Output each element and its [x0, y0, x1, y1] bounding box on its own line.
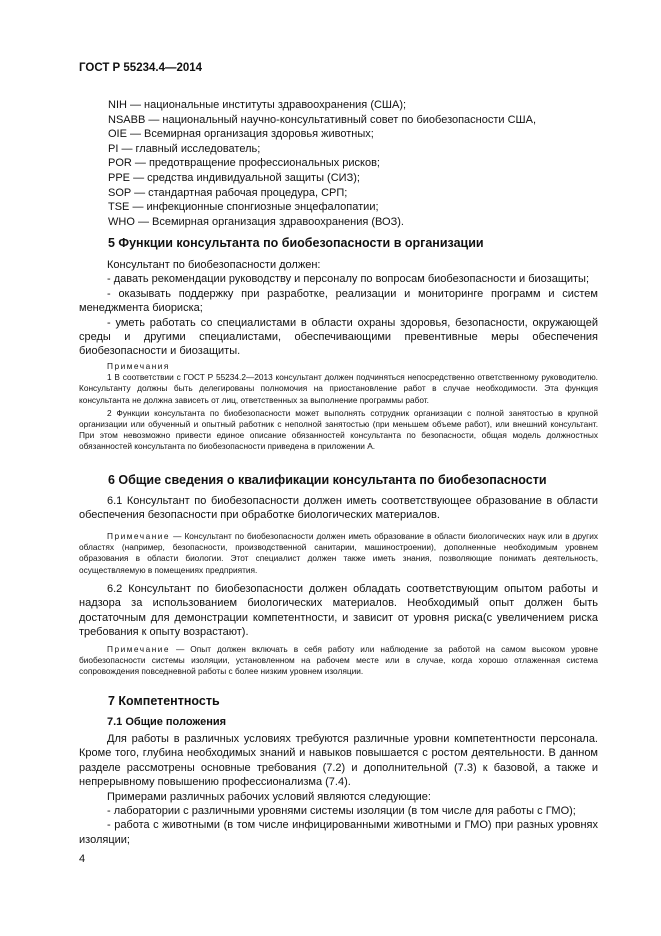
- paragraph: Для работы в различных условиях требуются различные уровни компетентности персонала. Кроме того, глубина необходимых знаний и навыков повышается с ростом деятельности. В данном разделе рассмотрены основные требования (7.2) и дополнительной (7.3) к базовой, а также и непрерывному повышению профессионализма (7.4).: [79, 733, 598, 789]
- section-6-heading: 6 Общие сведения о квалификации консультанта по биобезопасности: [108, 473, 547, 487]
- note-label: Примечание: [107, 644, 171, 654]
- section-7-1: [79, 716, 598, 728]
- document-header: ГОСТ Р 55234.4—2014: [79, 62, 203, 74]
- abbreviation-item: POR — предотвращение профессиональных рисков;: [108, 157, 380, 170]
- list-item: - работа с животными (в том числе инфицированными животными и ГМО) при разных уровнях изоляции;: [79, 819, 598, 846]
- abbreviation-list: [79, 98, 598, 229]
- note: 2 Функции консультанта по биобезопасности может выполнять сотрудник организации с полной занятостью в крупной организации или обученный и опытный работник с неполной занятостью (при меньшем объеме работ), или внешний консультант. При этом невозможно привести единое описание обязанностей консультанта по безопасности, общая модель должностных обязанностей консультанта по биобезопасности приведена в приложении А.: [79, 407, 598, 452]
- abbreviation-item: PI — главный исследователь;: [108, 142, 261, 155]
- note: 1 В соответствии с ГОСТ Р 55234.2—2013 консультант должен подчиняться непосредственно ответственному руководителю. Консультанту должны быть делегированы полномочия на приостановление работ в случае необходимости. Эта функция консультанта не должна зависеть от лиц, ответственных за выполнение программы работ.: [79, 372, 598, 405]
- abbreviation-item: NSABB — национальный научно-консультативный совет по биобезопасности США,: [108, 113, 537, 126]
- section-7-body: [79, 732, 598, 847]
- section-5-notes: [79, 361, 598, 453]
- list-item: - давать рекомендации руководству и персоналу по вопросам биобезопасности и биозащиты;: [107, 273, 590, 286]
- section-5-body: [79, 258, 598, 359]
- section-6-body: [79, 494, 598, 523]
- abbreviation-item: TSE — инфекционные спонгиозные энцефалопатии;: [108, 201, 379, 214]
- section-6: [79, 473, 598, 487]
- paragraph: 6.1 Консультант по биобезопасности должен иметь соответствующее образование в области обеспечения безопасности при обработке биологических материалов.: [79, 495, 598, 522]
- section-7-heading: 7 Компетентность: [108, 694, 220, 708]
- section-6-note-1: [79, 531, 598, 576]
- abbreviation-item: OIE — Всемирная организация здоровья животных;: [108, 128, 374, 141]
- paragraph: Консультант по биобезопасности должен:: [107, 259, 321, 271]
- note-text: — Консультант по биобезопасности должен иметь образование в области биологических наук или в других областях (например, безопасности, производственной санитарии, машиностроении), дополненные необходимым уровнем образования в области биологии. Этот специалист должен также иметь знания, позволяющие понимать деятельность, осуществляемую в помещениях предприятия.: [79, 531, 598, 575]
- notes-label: Примечания: [107, 361, 170, 371]
- section-5: [79, 236, 598, 250]
- page-number: 4: [79, 853, 86, 865]
- note-text: — Опыт должен включать в себя работу или наблюдение за работой на самом высоком уровне биобезопасности системы изоляции, установленном на рабочем месте или в случае, когда хорошо отлаженная система сопровождения повседневной работы с более низким уровнем изоляции.: [79, 644, 598, 677]
- list-item: - уметь работать со специалистами в области охраны здоровья, безопасности, окружающей среды и другими специалистами, обеспечивающими превентивные меры обеспечения биобезопасности и биозащиты.: [79, 316, 598, 358]
- subsection-heading: 7.1 Общие положения: [107, 716, 227, 728]
- abbreviation-item: NIH — национальные институты здравоохранения (США);: [108, 99, 407, 111]
- list-item: - оказывать поддержку при разработке, реализации и мониторинге программ и систем менеджмента биориска;: [79, 287, 598, 315]
- abbreviation-item: WHO — Всемирная организация здравоохранения (ВОЗ).: [108, 215, 404, 228]
- section-6-body-2: [79, 582, 598, 640]
- paragraph: 6.2 Консультант по биобезопасности должен обладать соответствующим опытом работы и надзора за использованием биологических материалов. Необходимый опыт должен быть достаточным для демонстрации компетентности, и зависит от уровня риска(с увеличением риска требования к опыту возрастают).: [79, 583, 598, 639]
- section-5-heading: 5 Функции консультанта по биобезопасности в организации: [108, 236, 484, 250]
- note-label: Примечание: [107, 531, 171, 541]
- abbreviation-item: PPE — средства индивидуальной защиты (СИЗ);: [108, 171, 360, 184]
- section-7: [79, 694, 598, 708]
- section-6-note-2: [79, 644, 598, 678]
- abbreviation-item: SOP — стандартная рабочая процедура, СРП;: [108, 186, 348, 199]
- list-item: - лаборатории с различными уровнями системы изоляции (в том числе для работы с ГМО);: [107, 805, 576, 818]
- paragraph: Примерами различных рабочих условий являются следующие:: [107, 790, 431, 803]
